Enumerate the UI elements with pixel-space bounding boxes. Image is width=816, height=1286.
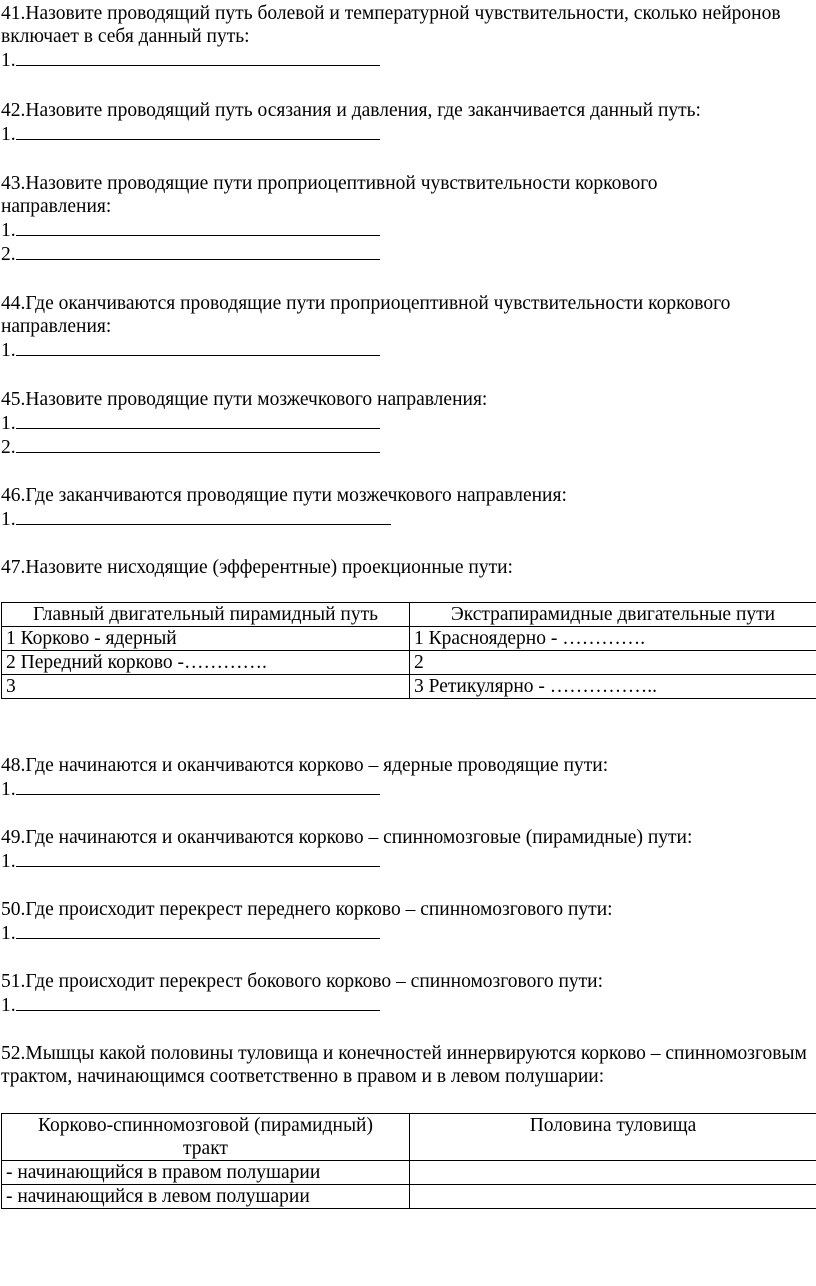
- question-text: 46.Где заканчиваются проводящие пути мозжечкового направления:: [1, 485, 567, 506]
- question-text: 42.Назовите проводящий путь осязания и давления, где заканчивается данный путь:: [1, 100, 701, 121]
- question-50: [1, 898, 813, 945]
- blank-underline: [16, 921, 380, 939]
- question-42: [1, 99, 813, 146]
- table-cell[interactable]: 1 Красноядерно - ………….: [410, 627, 816, 651]
- table-efferent-pathways: [1, 602, 816, 699]
- table-cell-blank[interactable]: [410, 1185, 816, 1209]
- table-header-cell: Главный двигательный пирамидный путь: [2, 603, 410, 627]
- question-51: [1, 970, 813, 1017]
- table-cell: - начинающийся в правом полушарии: [2, 1161, 410, 1185]
- blank-underline: [16, 435, 380, 453]
- blank-underline: [16, 849, 380, 867]
- blank-underline: [16, 218, 380, 236]
- table-row: [2, 627, 816, 651]
- question-text: 48.Где начинаются и оканчиваются корково – ядерные проводящие пути:: [1, 755, 609, 776]
- answer-line-1[interactable]: 1.: [1, 122, 813, 146]
- blank-underline: [16, 993, 380, 1011]
- table-pyramidal-tract: [1, 1113, 816, 1209]
- answer-line-2[interactable]: 2.: [1, 435, 813, 459]
- answer-line-1[interactable]: 1.: [1, 507, 813, 531]
- blank-underline: [16, 242, 380, 260]
- table-header-cell: Экстрапирамидные двигательные пути: [410, 603, 816, 627]
- table-row: [2, 1185, 816, 1209]
- blank-underline: [16, 48, 380, 66]
- table-cell[interactable]: 3: [2, 675, 410, 699]
- table-cell[interactable]: 2 Передний корково -………….: [2, 651, 410, 675]
- table-header-cell: Корково-спинномозговой (пирамидный) тракт: [2, 1114, 410, 1161]
- question-text: 44.Где оканчиваются проводящие пути проприоцептивной чувствительности коркового направления:: [1, 293, 731, 337]
- question-text: 49.Где начинаются и оканчиваются корково – спинномозговые (пирамидные) пути:: [1, 827, 693, 848]
- question-text: 43.Назовите проводящие пути проприоцептивной чувствительности коркового направления:: [1, 173, 658, 217]
- blank-underline: [16, 507, 391, 525]
- table-row: [2, 651, 816, 675]
- answer-line-2[interactable]: 2.: [1, 242, 813, 266]
- table-cell: - начинающийся в левом полушарии: [2, 1185, 410, 1209]
- answer-line-1[interactable]: 1.: [1, 777, 813, 801]
- blank-underline: [16, 777, 380, 795]
- table-header-row: [2, 1114, 816, 1161]
- table-row: [2, 675, 816, 699]
- question-43: [1, 172, 813, 266]
- answer-line-1[interactable]: 1.: [1, 993, 813, 1017]
- blank-underline: [16, 338, 380, 356]
- answer-line-1[interactable]: 1.: [1, 218, 813, 242]
- question-text: 51.Где происходит перекрест бокового корково – спинномозгового пути:: [1, 971, 604, 992]
- table-cell-blank[interactable]: [410, 1161, 816, 1185]
- question-49: [1, 826, 813, 873]
- table-row: [2, 1161, 816, 1185]
- table-header-row: [2, 603, 816, 627]
- answer-line-1[interactable]: 1.: [1, 411, 813, 435]
- answer-line-1[interactable]: 1.: [1, 921, 813, 945]
- question-44: [1, 292, 813, 362]
- table-header-cell: Половина туловища: [410, 1114, 816, 1161]
- question-48: [1, 754, 813, 801]
- table-cell[interactable]: 1 Корково - ядерный: [2, 627, 410, 651]
- question-text: 41.Назовите проводящий путь болевой и температурной чувствительности, сколько нейронов включает в себя данный путь:: [1, 3, 781, 47]
- table-cell[interactable]: 2: [410, 651, 816, 675]
- blank-underline: [16, 411, 380, 429]
- question-47: [1, 556, 813, 579]
- question-52: [1, 1042, 813, 1088]
- answer-line-1[interactable]: 1.: [1, 338, 813, 362]
- answer-line-1[interactable]: 1.: [1, 849, 813, 873]
- question-45: [1, 388, 813, 459]
- question-text: 52.Мышцы какой половины туловища и конечностей иннервируются корково – спинномозговым трактом, начинающимся соответственно в правом и в левом полушарии:: [1, 1043, 807, 1087]
- question-text: 45.Назовите проводящие пути мозжечкового направления:: [1, 389, 488, 410]
- blank-underline: [16, 122, 380, 140]
- table-cell[interactable]: 3 Ретикулярно - ……………..: [410, 675, 816, 699]
- answer-line-1[interactable]: 1.: [1, 48, 813, 72]
- question-41: [1, 2, 813, 72]
- question-text: 47.Назовите нисходящие (эфферентные) проекционные пути:: [1, 557, 513, 578]
- question-text: 50.Где происходит перекрест переднего корково – спинномозгового пути:: [1, 899, 613, 920]
- question-46: [1, 484, 813, 531]
